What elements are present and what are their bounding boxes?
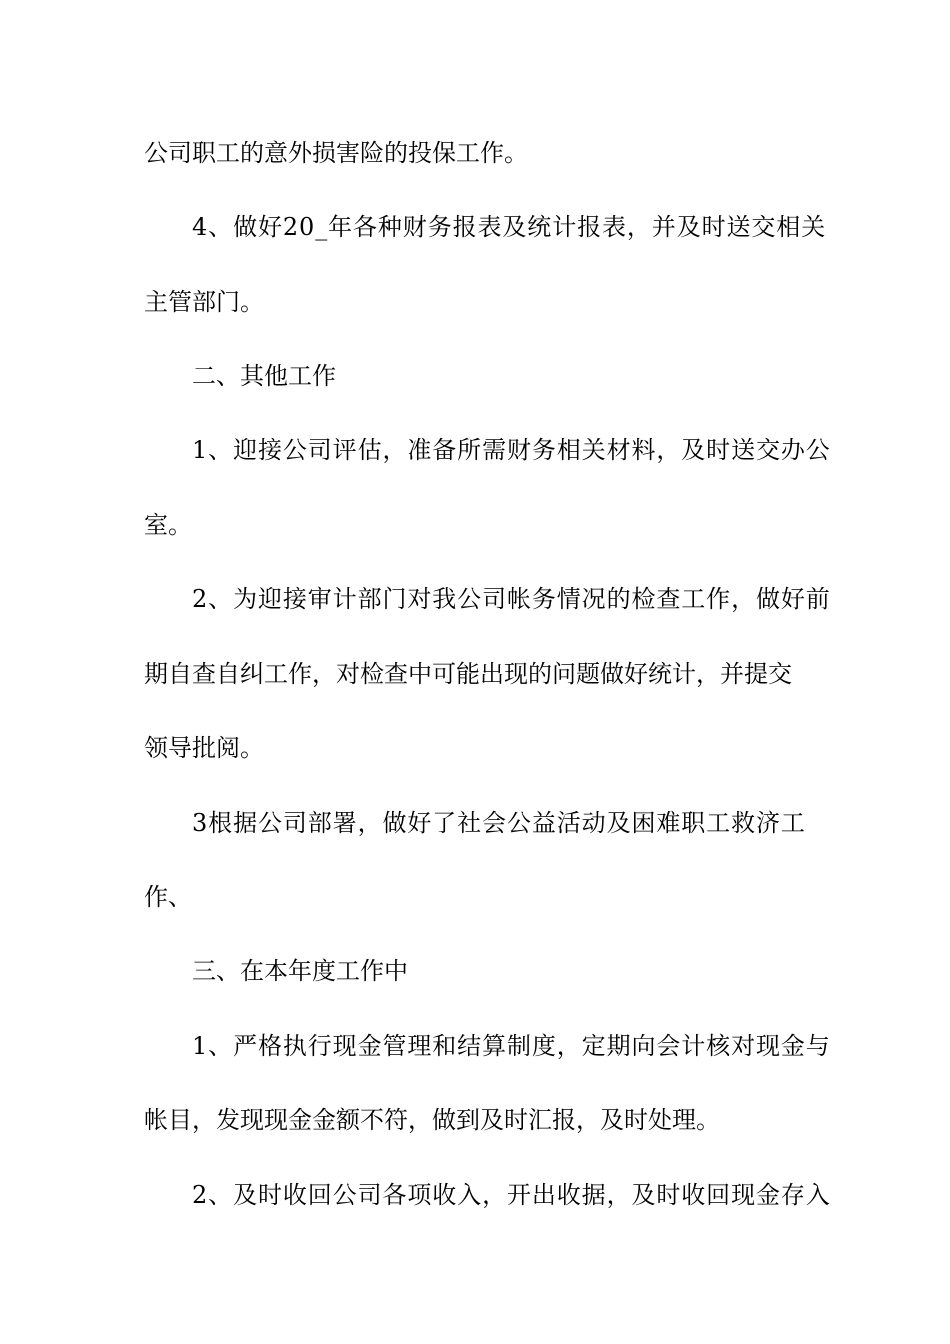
text-line: 1、严格执行现金管理和结算制度，定期向会计核对现金与 <box>192 1032 831 1060</box>
text-line: 作、 <box>144 883 192 911</box>
text-line: 4、做好20_年各种财务报表及统计报表，并及时送交相关 <box>192 213 827 241</box>
text-line: 室。 <box>144 511 192 539</box>
text-line: 期自查自纠工作，对检查中可能出现的问题做好统计，并提交 <box>144 660 792 688</box>
text-line: 帐目，发现现金金额不符，做到及时汇报，及时处理。 <box>144 1106 720 1134</box>
text-line: 领导批阅。 <box>144 734 264 762</box>
text-line: 2、及时收回公司各项收入，开出收据，及时收回现金存入 <box>192 1181 831 1209</box>
text-line: 3根据公司部署，做好了社会公益活动及困难职工救济工 <box>192 809 806 837</box>
text-line: 1、迎接公司评估，准备所需财务相关材料，及时送交办公 <box>192 436 831 464</box>
text-line: 公司职工的意外损害险的投保工作。 <box>144 139 528 167</box>
text-line: 2、为迎接审计部门对我公司帐务情况的检查工作，做好前 <box>192 585 831 613</box>
section-heading: 三、在本年度工作中 <box>192 957 408 985</box>
text-line: 主管部门。 <box>144 288 264 316</box>
section-heading: 二、其他工作 <box>192 362 336 390</box>
